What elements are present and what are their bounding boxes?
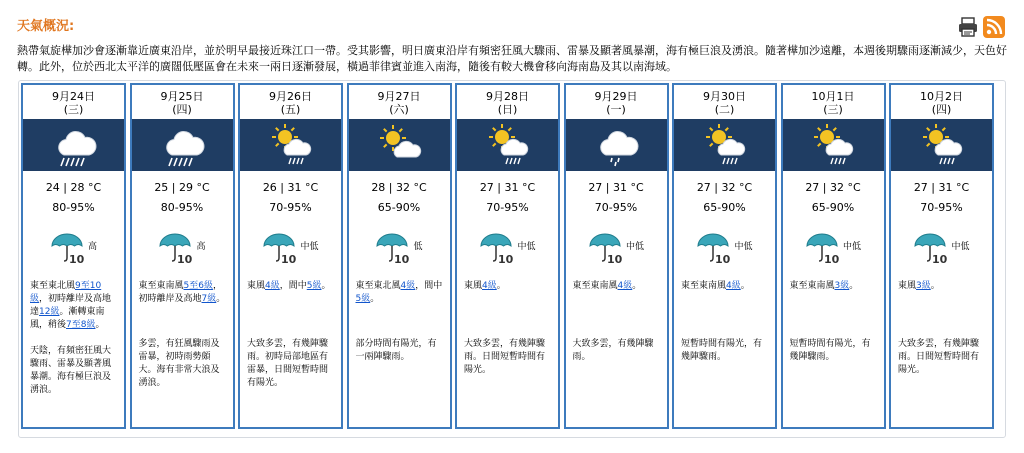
weather-icon-band (674, 119, 775, 171)
humidity-range: 65-90% (377, 201, 421, 214)
wind-forecast (790, 280, 879, 293)
beaufort-link[interactable]: 5級 (355, 294, 371, 304)
wind-text: 。漸轉東南風，稍後 (30, 307, 105, 330)
umbrella-icon (479, 232, 513, 264)
weather-icon-band (783, 119, 884, 171)
psr-indicator (891, 231, 992, 265)
psr-number: 10 (498, 253, 514, 264)
wind-text: 東至東南風 (138, 281, 184, 291)
umbrella-icon (375, 232, 409, 264)
temperature-range: 25 | 29 °C (154, 181, 210, 194)
weather-icon-band (891, 119, 992, 171)
weather-icon-band (566, 119, 667, 171)
forecast-day-card (347, 83, 452, 429)
weather-icon-band (132, 119, 233, 171)
wind-text: 東至東北風 (30, 281, 76, 291)
forecast-weekday: (一) (606, 103, 626, 116)
wind-forecast (464, 280, 553, 293)
sunny-periods-showers-icon (267, 123, 315, 167)
psr-level: 中低 (517, 241, 536, 252)
wind-text: 東風 (247, 281, 266, 291)
weather-description: 大致多雲，有幾陣驟雨。 (572, 339, 654, 362)
psr-number: 10 (715, 253, 731, 264)
temperature-range: 27 | 32 °C (696, 181, 753, 194)
psr-indicator (23, 231, 124, 265)
wind-text: 。 (740, 281, 750, 291)
wind-text: 東至東北風 (355, 281, 401, 291)
weather-description: 部分時間有陽光，有一兩陣驟雨。 (355, 339, 437, 362)
humidity-range: 70-95% (594, 201, 638, 214)
beaufort-link[interactable]: 4級 (482, 281, 497, 291)
wind-text: 。 (849, 281, 859, 291)
weather-description: 大致多雲，有幾陣驟雨。日間短暫時間有陽光。 (464, 339, 546, 375)
forecast-day-card (455, 83, 560, 429)
weather-description: 多雲，有狂風驟雨及雷暴，初時雨勢頗大。海有非常大浪及湧浪。 (138, 339, 220, 388)
forecast-date: 10月2日 (920, 90, 963, 103)
sunny-periods-showers-icon (484, 123, 532, 167)
forecast-days (21, 83, 994, 429)
forecast-day-card (21, 83, 126, 429)
humidity-range: 70-95% (486, 201, 529, 214)
forecast-day-card (781, 83, 886, 429)
wind-text: 東至東南風 (572, 281, 618, 291)
forecast-date: 9月29日 (594, 90, 638, 103)
wind-forecast (139, 280, 228, 306)
humidity-range: 80-95% (160, 201, 204, 214)
forecast-weekday: (四) (172, 103, 192, 116)
forecast-weekday: (六) (389, 103, 409, 116)
psr-level: 中低 (951, 241, 970, 252)
psr-level: 高 (87, 241, 97, 252)
wind-text: ，間中 (415, 281, 443, 291)
temperature-range: 27 | 31 °C (913, 181, 970, 194)
humidity-range: 70-95% (920, 201, 963, 214)
weather-description: 大致多雲，有幾陣驟雨。初時局部地區有雷暴，日間短暫時間有陽光。 (247, 339, 329, 388)
sunny-periods-showers-icon (918, 123, 966, 167)
umbrella-icon (805, 232, 839, 264)
umbrella-icon (262, 232, 296, 264)
weather-icon-band (240, 119, 341, 171)
wind-text: 。 (370, 294, 380, 304)
psr-number: 10 (932, 253, 948, 264)
sunny-periods-icon (375, 123, 423, 167)
psr-level: 中低 (842, 241, 861, 252)
psr-number: 10 (281, 253, 297, 264)
psr-indicator (240, 231, 341, 265)
psr-indicator (132, 231, 233, 265)
psr-level: 高 (196, 241, 206, 252)
weather-description: 短暫時間有陽光，有幾陣驟雨。 (681, 339, 763, 362)
forecast-date: 9月26日 (269, 90, 312, 103)
sunny-periods-showers-icon (809, 123, 857, 167)
toolbar (957, 16, 1005, 38)
wind-text: 。 (321, 281, 331, 291)
wind-text: ，初時離岸及高地達 (30, 294, 112, 317)
wind-forecast (573, 280, 662, 293)
wind-text: 東至東南風 (681, 281, 727, 291)
printer-icon[interactable] (957, 16, 979, 38)
weather-description: 天陰，有頻密狂風大驟雨、雷暴及顯著風暴潮。海有極巨浪及湧浪。 (30, 346, 112, 395)
psr-indicator (566, 231, 667, 265)
forecast-day-card (130, 83, 235, 429)
wind-text: 東風 (898, 281, 917, 291)
psr-number: 10 (177, 253, 193, 264)
wind-forecast (356, 280, 445, 306)
rss-icon[interactable] (983, 16, 1005, 38)
beaufort-link[interactable]: 4級 (726, 281, 741, 291)
beaufort-link[interactable]: 3級 (834, 281, 850, 291)
heavy-rain-icon (158, 123, 206, 167)
psr-indicator (349, 231, 450, 265)
psr-level: 中低 (300, 241, 319, 252)
psr-indicator (783, 231, 884, 265)
weather-description: 短暫時間有陽光，有幾陣驟雨。 (789, 339, 871, 362)
wind-text: 東風 (464, 281, 483, 291)
heavy-rain-icon (50, 123, 98, 167)
temperature-range: 26 | 31 °C (262, 181, 319, 194)
forecast-date: 9月24日 (52, 90, 95, 103)
wind-text: ，初時離岸及高地 (138, 281, 222, 304)
humidity-range: 65-90% (703, 201, 746, 214)
weather-description: 大致多雲，有幾陣驟雨。日間短暫時間有陽光。 (898, 339, 980, 375)
umbrella-icon (158, 232, 192, 264)
wind-forecast (30, 280, 119, 332)
forecast-day-card (889, 83, 994, 429)
forecast-date: 9月28日 (486, 90, 529, 103)
temperature-range: 28 | 32 °C (371, 181, 427, 194)
forecast-weekday: (日) (497, 103, 518, 116)
humidity-range: 65-90% (811, 201, 855, 214)
umbrella-icon (50, 232, 84, 264)
weather-icon-band (457, 119, 558, 171)
forecast-date: 9月27日 (377, 90, 421, 103)
page-title: 天氣概況: (17, 19, 75, 34)
psr-number: 10 (823, 253, 839, 264)
forecast-date: 9月30日 (703, 90, 746, 103)
psr-level: 低 (413, 241, 423, 252)
weather-summary: 熱帶氣旋樺加沙會逐漸靠近廣東沿岸，並於明早最接近珠江口一帶。受其影響，明日廣東沿岸有頻密狂風大驟雨、雷暴及顯著風暴潮，海有極巨浪及湧浪。隨著樺加沙遠離，本週後期驟雨逐漸減少，天色好轉。此外，位於西北太平洋的廣闊低壓區會在未來一兩日逐漸發展，橫過菲律賓並進入南海，隨後有較大機會移向海南島及其以南海域。 (17, 44, 1007, 73)
wind-text: ，間中 (279, 281, 307, 291)
beaufort-link[interactable]: 7至8級 (66, 320, 96, 330)
temperature-range: 27 | 31 °C (588, 181, 644, 194)
temperature-range: 24 | 28 °C (45, 181, 102, 194)
weather-icon-band (23, 119, 124, 171)
forecast-weekday: (三) (63, 103, 84, 116)
wind-text: 。 (95, 320, 105, 330)
temperature-range: 27 | 31 °C (479, 181, 536, 194)
humidity-range: 80-95% (52, 201, 95, 214)
wind-text: 。 (496, 281, 506, 291)
sunny-periods-showers-icon (701, 123, 749, 167)
beaufort-link[interactable]: 4級 (265, 281, 280, 291)
forecast-day-card (672, 83, 777, 429)
forecast-weekday: (三) (823, 103, 843, 116)
weather-icon-band (349, 119, 450, 171)
beaufort-link[interactable]: 12級 (39, 307, 60, 317)
forecast-day-card (564, 83, 669, 429)
forecast-weekday: (五) (280, 103, 301, 116)
psr-indicator (674, 231, 775, 265)
beaufort-link[interactable]: 5級 (306, 281, 322, 291)
forecast-day-card (238, 83, 343, 429)
umbrella-icon (913, 232, 947, 264)
wind-text: 東至東南風 (789, 281, 835, 291)
wind-text: 。 (930, 281, 940, 291)
wind-forecast (898, 280, 987, 293)
beaufort-link[interactable]: 5至6級 (183, 281, 213, 291)
beaufort-link[interactable]: 7級 (201, 294, 217, 304)
beaufort-link[interactable]: 4級 (400, 281, 416, 291)
wind-forecast (681, 280, 770, 293)
forecast-date: 9月25日 (160, 90, 204, 103)
umbrella-icon (696, 232, 730, 264)
beaufort-link[interactable]: 4級 (617, 281, 633, 291)
wind-forecast (247, 280, 336, 293)
psr-indicator (457, 231, 558, 265)
psr-level: 中低 (734, 241, 753, 252)
forecast-date: 10月1日 (811, 90, 855, 103)
forecast-weekday: (二) (714, 103, 735, 116)
wind-text: 。 (216, 294, 226, 304)
temperature-range: 27 | 32 °C (805, 181, 861, 194)
forecast-weekday: (四) (931, 103, 952, 116)
humidity-range: 70-95% (269, 201, 312, 214)
beaufort-link[interactable]: 9至10級 (30, 281, 102, 304)
psr-number: 10 (68, 253, 84, 264)
psr-level: 中低 (625, 241, 644, 252)
wind-text: 。 (632, 281, 642, 291)
psr-number: 10 (394, 253, 410, 264)
umbrella-icon (588, 232, 622, 264)
light-rain-icon (592, 123, 640, 167)
psr-number: 10 (606, 253, 622, 264)
beaufort-link[interactable]: 3級 (916, 281, 931, 291)
